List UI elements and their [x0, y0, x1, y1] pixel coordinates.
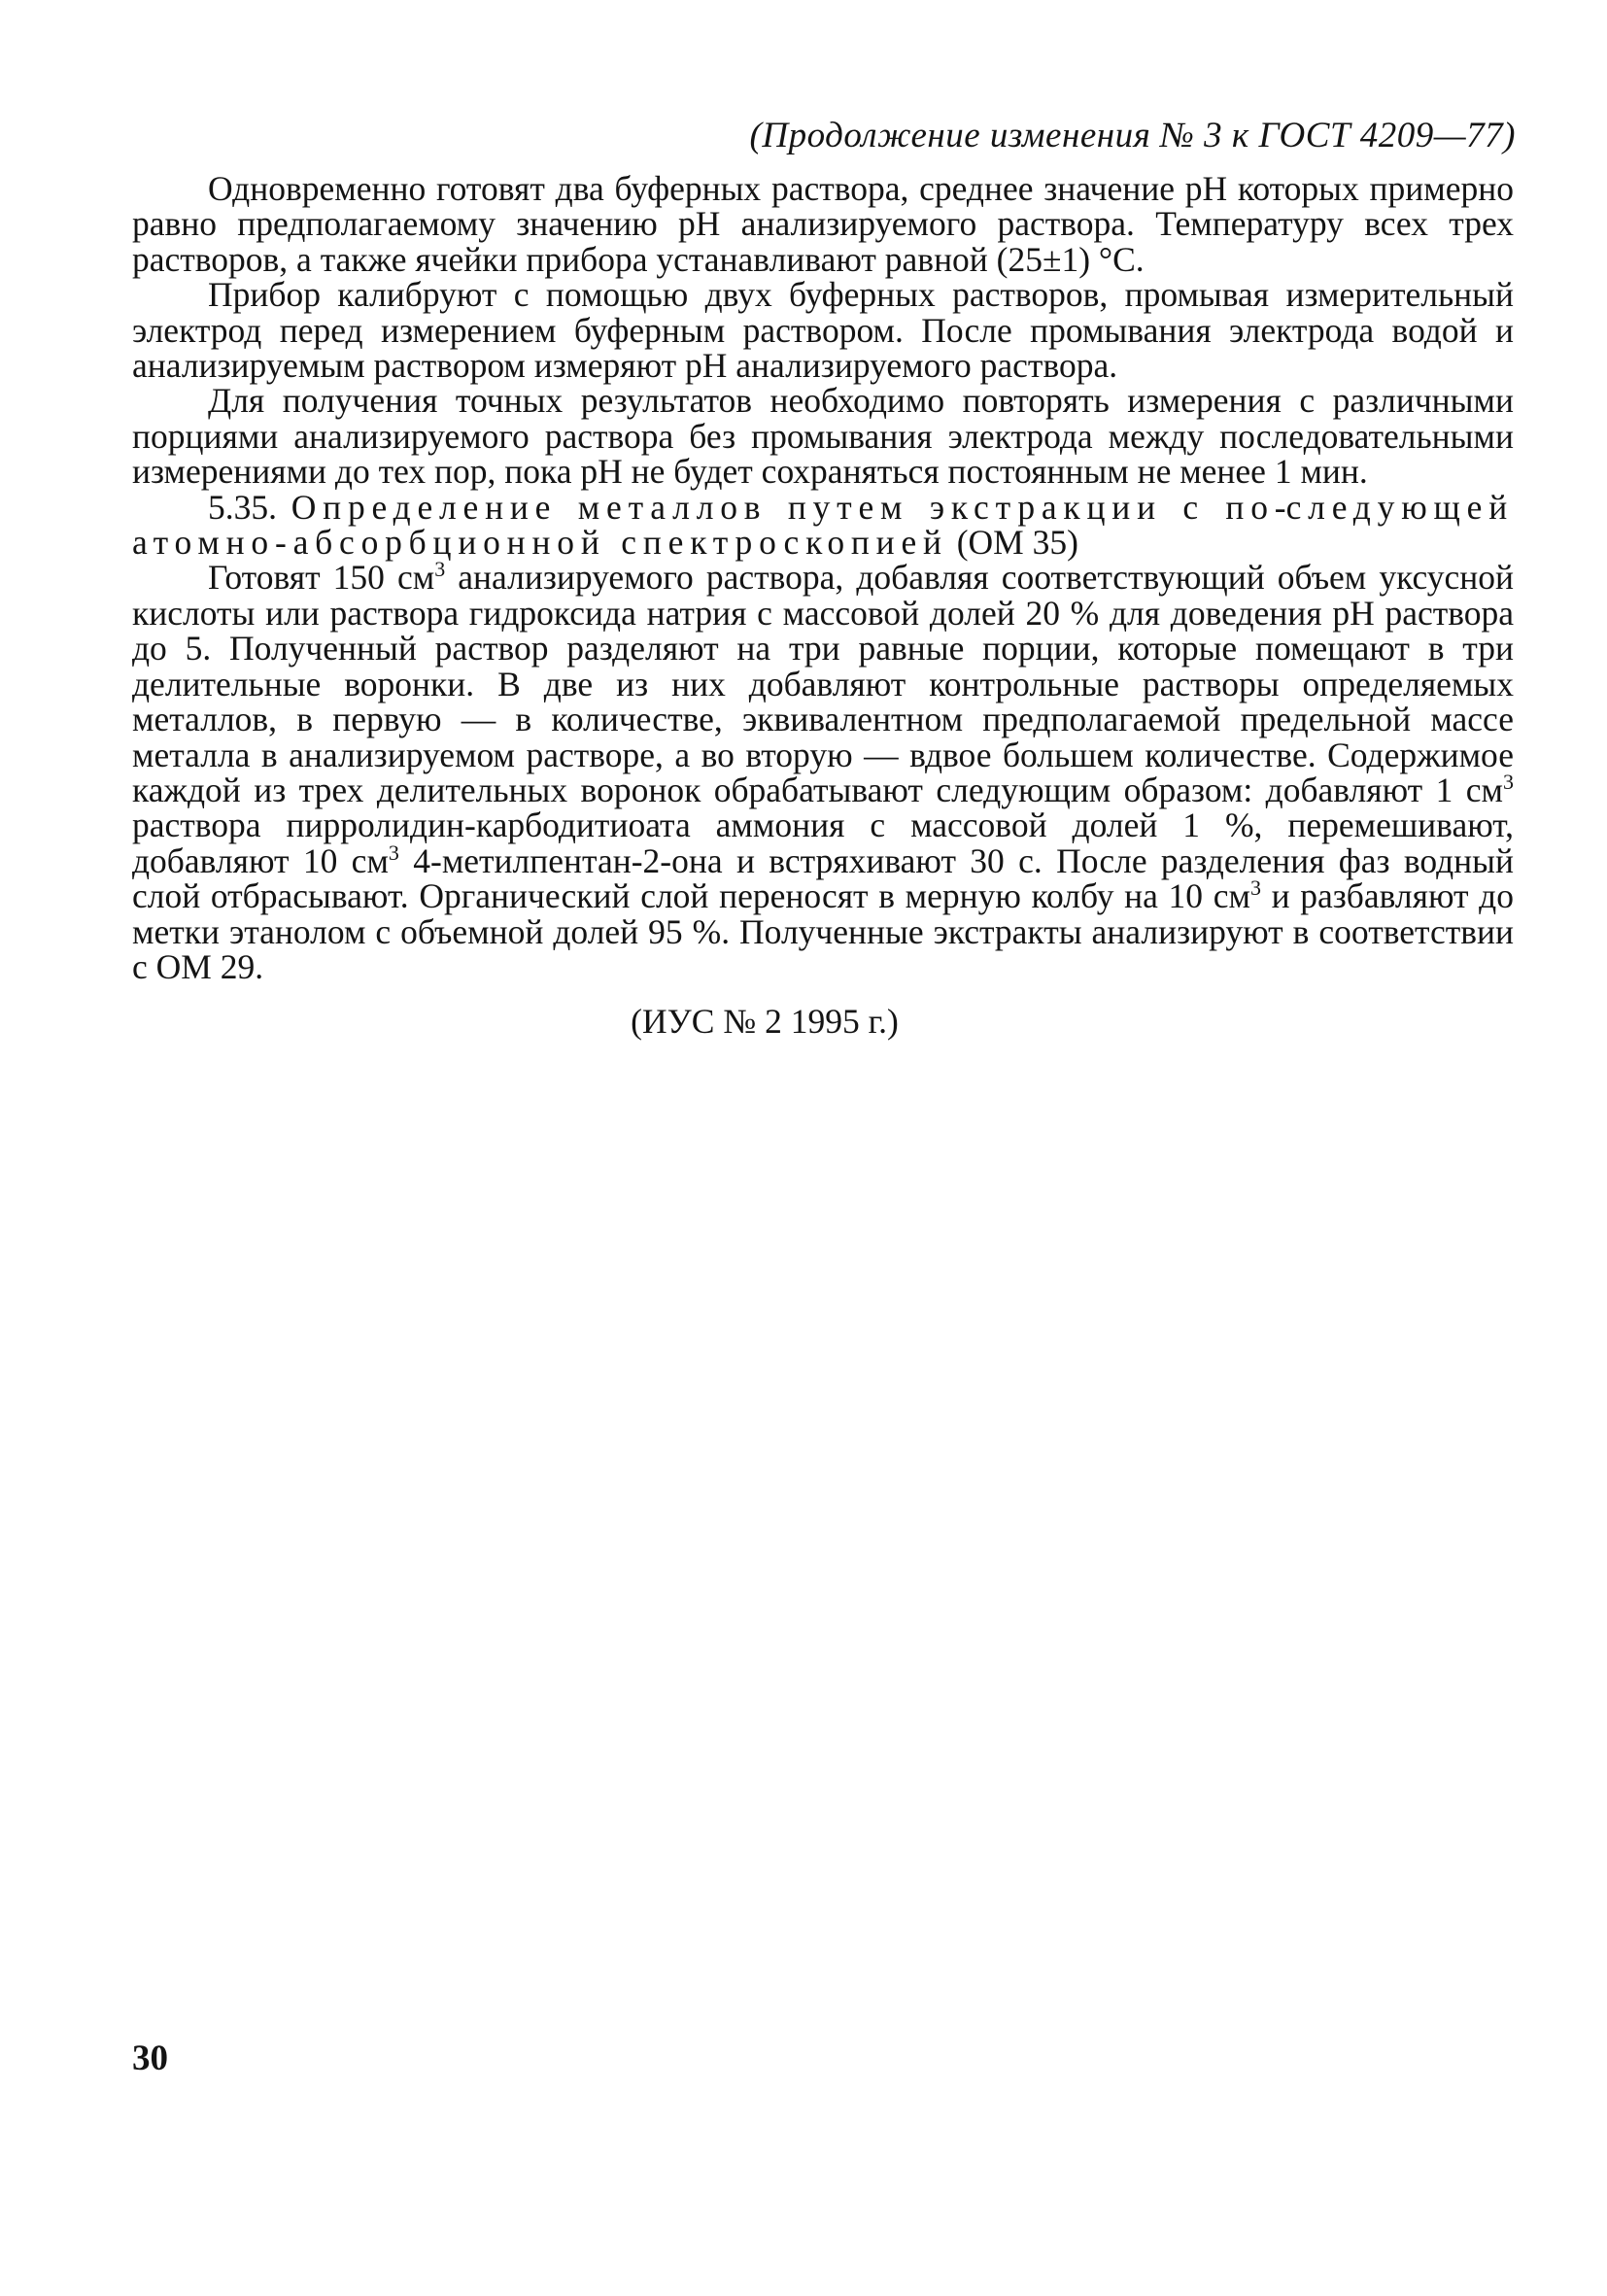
section-heading: 5.35. Определение металлов путем экстракции с по‑следующей атомно-абсорбционной спектроскопией (ОМ 35) — [132, 487, 1515, 563]
paragraph-buffer-preparation: Одновременно готовят два буферных раствора, среднее значение pH которых примерно равно предполагаемому значению pH анализируемого раствора. Температуру всех трех растворов, а также ячейки прибора устанавливают равной (25±1) °С. — [132, 169, 1514, 279]
section-title-part2: следующей атомно-абсорбционной спектроскопией — [132, 487, 1515, 563]
section-number: 5.35. — [208, 487, 277, 527]
running-head: (Продолжение изменения № 3 к ГОСТ 4209—77) — [749, 116, 1516, 155]
source-reference: (ИУС № 2 1995 г.) — [631, 1002, 899, 1042]
procedure-text-1: Готовят 150 см — [208, 558, 435, 598]
procedure-text-4: 4-метилпентан-2-она и встряхивают 30 с. После разделения фаз водный слой отбрасывают. Органический слой переносят в мерную колбу на 10 см — [132, 840, 1514, 916]
body-text — [132, 171, 1514, 1040]
procedure-text-2: анализируемого раствора, добавляя соответствующий объем уксусной кислоты или раствора гидроксида натрия с массовой долей 20 % для доведения pH раствора до 5. Полученный раствор разделяют на три равные порции, которые помещают в три делительные воронки. В две из них добавляют контрольные растворы определяемых металлов, в первую — в количестве, эквивалентном предполагаемой предельной массе металла в анализируемом растворе, а во вторую — вдвое большем количестве. Содержимое каждой из трех делительных воронок обрабатывают следующим образом: добавляют 1 см — [132, 558, 1514, 809]
paragraph-repeat-measurements: Для получения точных результатов необходимо повторять измерения с различными порциями анализируемого раствора без промывания электрода между последовательными измерениями до тех пор, пока pH не будет сохраняться постоянным не менее 1 мин. — [132, 381, 1514, 492]
section-code: (ОМ 35) — [956, 523, 1078, 563]
cube-superscript: 3 — [388, 840, 399, 865]
cube-superscript: 3 — [1249, 875, 1261, 901]
procedure-text-3: раствора пирролидин-карбодитиоата аммония с массовой долей 1 %, перемешивают, добавляют 10 см — [132, 805, 1514, 880]
section-title-part1: Определение металлов путем экстракции с по — [291, 487, 1275, 527]
cube-superscript: 3 — [1503, 770, 1514, 795]
page-number: 30 — [132, 2039, 168, 2078]
paragraph-procedure — [132, 557, 1514, 986]
cube-superscript: 3 — [434, 557, 446, 582]
paragraph-calibration: Прибор калибруют с помощью двух буферных растворов, промывая измерительный электрод перед измерением буферным раствором. После промывания электрода водой и анализируемым раствором измеряют pH анализируемого раствора. — [132, 275, 1514, 386]
procedure-text-5: и разбавляют до метки этанолом с объемной долей 95 %. Полученные экстракты анализируют в соответствии с ОМ 29. — [132, 876, 1514, 986]
